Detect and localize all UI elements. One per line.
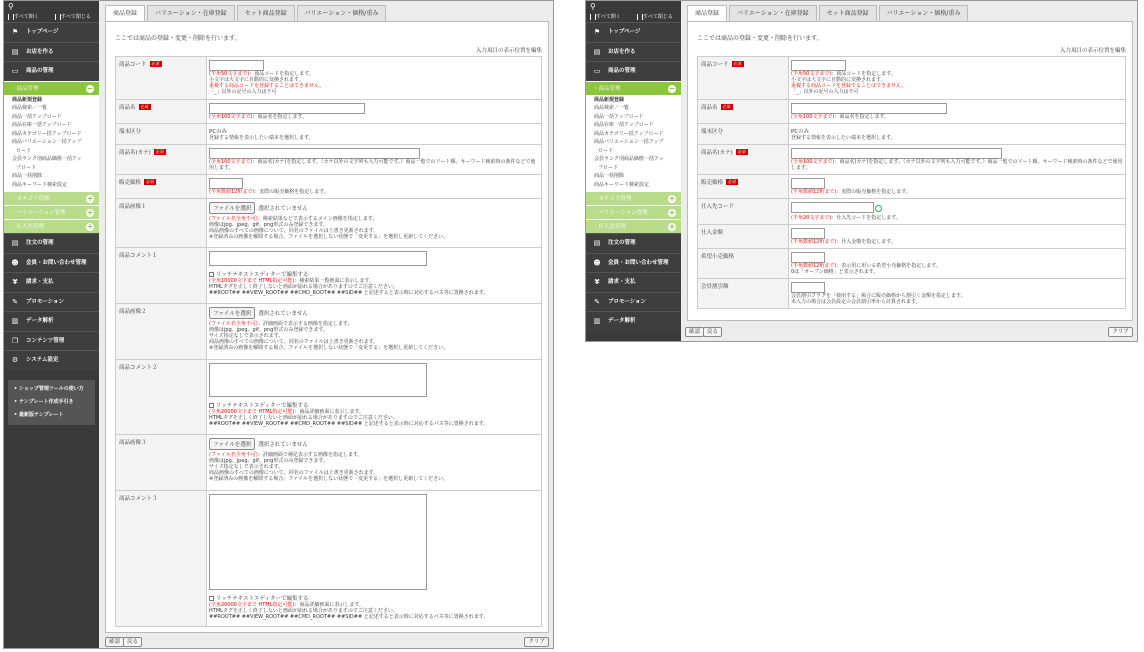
expand-icon: + (668, 222, 676, 231)
row-kana: 商品名(カナ) 必須 (全角100文字まで)：商品名(カナ)を指定します。（カナ以外の文字列も入力可能です。）商品一覧でのソート順、キーワード検索時の条件などで使用します。 (116, 145, 542, 175)
row-msrp: 希望小売価格 (半角数値12桁まで)：表示用に用いる希望小売価格を指定します。 0は「オープン価格」と表示されます。 (698, 249, 1126, 279)
menu-promo[interactable]: ✎ プロモーション (4, 292, 99, 312)
menu-member[interactable]: ☻ 会員・お問い合わせ管理 (586, 253, 681, 273)
file-select-button[interactable]: ファイルを選択 (209, 202, 255, 214)
members-icon: ☻ (11, 258, 19, 267)
file-select-button[interactable]: ファイルを選択 (209, 307, 255, 319)
expand-icon: + (86, 208, 94, 217)
menu-billing[interactable]: ¥ 請求・支払 (586, 272, 681, 292)
submenu-item[interactable]: 商品一括アップロード (594, 113, 644, 120)
submenu-item[interactable]: 商品カテゴリー括アップロード (594, 130, 664, 137)
menu-shop-make[interactable]: ▤ お店を作る (4, 42, 99, 62)
comment3-textarea[interactable] (209, 494, 427, 590)
group-category[interactable]: ・カテゴリ管理 + (4, 191, 99, 205)
submenu-item[interactable]: 商品一括削除 (594, 173, 625, 179)
supplier-code-input[interactable] (791, 202, 874, 213)
clear-button[interactable]: クリア (1108, 327, 1133, 337)
main (101, 1, 553, 648)
row-cost: 仕入金額 (半角数値12桁まで)：仕入金額を指定します。 (698, 225, 1126, 249)
shop-links (8, 380, 95, 425)
file-select-button[interactable]: ファイルを選択 (209, 438, 255, 450)
group-variation[interactable]: ・バリエーション管理 + (586, 205, 681, 219)
screen-right (585, 0, 1138, 342)
required-badge: 必須 (733, 61, 742, 66)
row-image3: 商品画像３ ファイルを選択 選択されていません (ファイル名全角不可)：詳細画面で補足表示する画像を指定します。 画像はjpg、jpeg、gif、png形式のみ登録できます。 サイズ指定なしで表示されます。 商品画像のすべての画像について、同名のファイルは上書き更新されます。 ※登録済みの画像を解除する場合、ファイルを選択しない状態で「変更する」を選択し更新してください。 (116, 435, 542, 491)
row-member-discount: 会員割引額 会員割引フラグを「使用する」場合に販売価格から割引く金額を指定します。 未入力の場合は会員設定の会員割引率から計算されます。 (698, 279, 1126, 309)
submenu-item[interactable]: ロード (598, 147, 614, 154)
flag-icon: ⚑ (593, 28, 601, 36)
group-product-mgmt[interactable]: ・商品管理 − (586, 81, 681, 95)
menu-product-mgmt[interactable]: ▭ 商品の管理 (4, 61, 99, 81)
back-button[interactable]: 戻る (123, 637, 142, 647)
tabs (105, 5, 388, 22)
submenu-item[interactable]: プロード (16, 164, 37, 171)
rich-text-toggle[interactable]: リッチテキストエディターで編集する (209, 594, 539, 602)
field-label: 商品コード (119, 62, 147, 68)
group-supplier[interactable]: ・仕入先管理 + (4, 219, 99, 233)
submenu-item[interactable]: 商品在庫一括アップロード (594, 122, 654, 128)
submenu-item[interactable]: 商品在庫一括アップロード (12, 122, 72, 128)
cost-input[interactable] (791, 228, 825, 239)
magnifier-icon[interactable] (875, 205, 882, 212)
row-comment2: 商品コメント２ リッチテキストエディターで編集する (全角20000文字まで HTML指定可能)：商品詳細画面に表示します。 HTMLタグを正しく終了しないと画面が崩れる場合がありますのでご注意ください。 ##ROOT## ##VIEW_ROOT## ##CMD_ROOT## ##SID## と記述すると表示時に対応するパス等に置換されます。 (116, 360, 542, 435)
menu-top[interactable]: ⚑ トップページ (586, 22, 681, 42)
menu-data[interactable]: ▥ データ解析 (4, 311, 99, 331)
expand-icon: + (86, 194, 94, 203)
menu-data[interactable]: ▥ データ解析 (586, 311, 681, 331)
row-comment3: 商品コメント３ リッチテキストエディターで編集する (全角20000文字まで HTML指定可能)：商品詳細画面に表示します。 HTMLタグを正しく終了しないと画面が崩れる場合がありますのでご注意ください。 ##ROOT## ##VIEW_ROOT## ##CMD_ROOT## ##SID## と記述すると表示時に対応するパス等に置換されます。 (116, 491, 542, 627)
menu-order[interactable]: ▤ 注文の管理 (586, 233, 681, 253)
msrp-input[interactable] (791, 252, 825, 263)
expand-all-button[interactable]: すべて開く (7, 13, 39, 21)
order-icon: ▤ (11, 239, 19, 247)
row-price: 販売価格 必須 (半角数値12桁まで)：実際の販売価格を指定します。 (698, 175, 1126, 199)
row-kana: 商品名(カナ) 必須 (全角100文字まで)：商品名(カナ)を指定します。（カナ以外の文字列も入力可能です。）商品一覧でのソート順、キーワード検索時の条件などで使用します。 (698, 145, 1126, 175)
confirm-button[interactable]: 確認 (685, 327, 704, 337)
box-icon: ▭ (593, 67, 601, 75)
menu-system[interactable]: ⚙ システム設定 (4, 350, 99, 370)
shop-link[interactable]: • テンプレート作成手引き (14, 398, 74, 405)
submenu-item[interactable]: 商品新規登録 (12, 96, 43, 103)
tag-icon: ✎ (12, 297, 18, 306)
billing-icon: ¥ (594, 278, 600, 286)
checkbox[interactable] (209, 596, 214, 601)
submenu-item[interactable]: 商品バリエーション一括アップ (12, 139, 82, 145)
product-form (115, 56, 542, 627)
intro-text: ここでは商品の登録・変更・削除を行います。 (115, 35, 241, 42)
required-badge: 必須 (722, 104, 731, 109)
tab-variation-price[interactable]: バリエーション・価格/重み (879, 5, 969, 22)
checkbox[interactable] (209, 403, 214, 408)
expand-icon: + (86, 222, 94, 231)
submenu-item[interactable]: 商品検索／一覧 (12, 105, 48, 111)
required-badge: 必須 (140, 104, 149, 109)
row-image1: 商品画像１ ファイルを選択 選択されていません (ファイル名全角不可)：検索結果などで表示するメイン画像を指定します。 画像はjpg、jpeg、gif、png形式のみ登録できます。 商品画像のすべての画像について、同名のファイルは上書き更新されます。 ※登録済みの画像を解除する場合、ファイルを選択しない状態で「変更する」を選択し更新してください。 (116, 199, 542, 248)
expand-icon: + (668, 194, 676, 203)
row-code: 商品コード 必須 (半角50文字まで)：商品コードを指定します。 小文字は大文字に自動的に変換されます。 重複する商品コードを登録することはできません。 「_」以外の記号の入力は不可 (116, 57, 542, 100)
submenu-item[interactable]: 会員ランク別商品価格一括アッ (594, 156, 664, 162)
submenu-item[interactable]: 商品カテゴリー括アップロード (12, 130, 82, 137)
price-input[interactable] (209, 178, 243, 189)
menu-shop-make[interactable]: ▤ お店を作る (586, 42, 681, 62)
group-supplier[interactable]: ・仕入先管理 + (586, 219, 681, 233)
group-category[interactable]: ・カテゴリ管理 + (586, 191, 681, 205)
rich-text-toggle[interactable]: リッチテキストエディターで編集する (209, 401, 539, 409)
search-icon[interactable]: ⚲ (590, 2, 596, 11)
required-badge: 必須 (151, 61, 160, 66)
required-badge: 必須 (737, 149, 746, 154)
comment1-textarea[interactable] (209, 251, 427, 266)
form-panel (105, 21, 549, 633)
submenu-item[interactable]: 商品バリエーション一括アップ (594, 139, 664, 145)
checkbox[interactable] (209, 272, 214, 277)
shop-link[interactable]: • 最新版テンプレート (14, 411, 64, 418)
tab-variation-price[interactable]: バリエーション・価格/重み (297, 5, 387, 22)
billing-icon: ¥ (12, 278, 18, 286)
row-name: 商品名 必須 (全角100文字まで)：商品名を指定します。 (698, 100, 1126, 124)
collapse-all-button[interactable]: すべて閉じる (54, 13, 91, 21)
submenu-item[interactable]: プロード (598, 164, 619, 171)
flag-icon: ⚑ (11, 28, 19, 36)
row-code: 商品コード 必須 (半角50文字まで)：商品コードを指定します。 小文字は大文字に自動的に変換されます。 重複する商品コードを登録することはできません。 「_」以外の記号の入力は不可 (698, 57, 1126, 100)
collapse-icon: − (668, 83, 676, 93)
group-variation[interactable]: ・バリエーション管理 + (4, 205, 99, 219)
search-icon[interactable]: ⚲ (8, 2, 14, 11)
screen-left (3, 0, 554, 649)
submenu-item[interactable]: 商品一括アップロード (12, 113, 62, 120)
members-icon: ☻ (593, 258, 601, 267)
product-name-input[interactable] (791, 103, 947, 114)
intro-text: ここでは商品の登録・変更・削除を行います。 (697, 35, 823, 42)
group-product-mgmt[interactable]: ・商品管理 − (4, 81, 99, 95)
submenu-item[interactable]: 商品新規登録 (594, 96, 625, 103)
menu-promo[interactable]: ✎ プロモーション (586, 292, 681, 312)
comment2-textarea[interactable] (209, 363, 427, 397)
tab-variation-stock[interactable]: バリエーション・在庫登録 (147, 5, 235, 22)
product-submenu (4, 95, 99, 192)
row-supplier-code: 仕入先コード (半角20文字まで)：仕入先コードを指定します。 (698, 199, 1126, 225)
display-setting-link[interactable]: 入力項目の表示位置を編集 (1059, 48, 1126, 54)
product-submenu (586, 95, 681, 192)
submenu-item[interactable]: ロード (16, 147, 32, 154)
expand-icon: + (668, 208, 676, 217)
submenu-item[interactable]: 商品検索／一覧 (594, 105, 630, 111)
row-comment1: 商品コメント１ リッチテキストエディターで編集する (全角10000文字まで HTML指定可能)：検索結果一覧画面に表示します。 HTMLタグを正しく終了しないと画面が崩れる場合がありますのでご注意ください。 ##ROOT## ##VIEW_ROOT## ##CMD_ROOT## ##SID## と記述すると表示時に対応するパス等に置換されます。 (116, 248, 542, 304)
row-price: 販売価格 必須 (半角数値12桁まで)：実際の販売価格を指定します。 (116, 175, 542, 199)
bar-chart-icon: ▥ (11, 317, 19, 325)
back-button[interactable]: 戻る (703, 327, 722, 337)
row-device: 端末区分 PCのみ 登録する情報を表示したい端末を選択します。 (116, 124, 542, 145)
device-value: PCのみ (209, 129, 228, 135)
expand-all-button[interactable]: すべて開く (589, 13, 621, 21)
required-badge: 必須 (728, 179, 737, 184)
product-kana-input[interactable] (791, 148, 1002, 159)
product-form (697, 56, 1126, 309)
shop-icon: ▤ (593, 47, 601, 56)
row-name: 商品名 必須 (全角100文字まで)：商品名を指定します。 (116, 100, 542, 124)
product-kana-input[interactable] (209, 148, 420, 159)
clear-button[interactable]: クリア (524, 637, 549, 647)
tag-icon: ✎ (594, 297, 600, 306)
rich-text-toggle[interactable]: リッチテキストエディターで編集する (209, 270, 539, 278)
tabs (687, 5, 970, 22)
tab-product[interactable]: 商品登録 (687, 5, 727, 22)
collapse-all-button[interactable]: すべて閉じる (636, 13, 673, 21)
row-device: 端末区分 PCのみ 登録する情報を表示したい端末を選択します。 (698, 124, 1126, 145)
submenu-item[interactable]: 商品一括削除 (12, 173, 43, 179)
shop-link[interactable]: • ショップ管理ツールの使い方 (14, 385, 84, 392)
product-code-input[interactable] (791, 60, 846, 71)
product-name-input[interactable] (209, 103, 365, 114)
collapse-icon: − (86, 83, 94, 93)
gear-icon: ⚙ (11, 356, 19, 364)
confirm-button[interactable]: 確認 (105, 637, 124, 647)
product-code-input[interactable] (209, 60, 264, 71)
tab-product[interactable]: 商品登録 (105, 5, 145, 22)
submenu-item[interactable]: 会員ランク別商品価格一括アッ (12, 156, 82, 162)
required-badge: 必須 (155, 149, 164, 154)
menu-member[interactable]: ☻ 会員・お問い合わせ管理 (4, 253, 99, 273)
form-panel (687, 21, 1133, 321)
menu-contents[interactable]: ❐ コンテンツ管理 (4, 331, 99, 351)
shop-icon: ▤ (11, 47, 19, 56)
display-setting-link[interactable]: 入力項目の表示位置を編集 (475, 48, 542, 54)
device-value: PCのみ (791, 129, 810, 135)
tab-set-product[interactable]: セット商品登録 (819, 5, 877, 22)
price-input[interactable] (791, 178, 825, 189)
tab-set-product[interactable]: セット商品登録 (237, 5, 295, 22)
sidebar (586, 1, 681, 341)
tab-variation-stock[interactable]: バリエーション・在庫登録 (729, 5, 817, 22)
main (683, 1, 1137, 341)
order-icon: ▤ (593, 239, 601, 247)
menu-product-mgmt[interactable]: ▭ 商品の管理 (586, 61, 681, 81)
row-image2: 商品画像２ ファイルを選択 選択されていません (ファイル名全角不可)：詳細画面で表示する画像を指定します。 画像はjpg、jpeg、gif、png形式のみ登録できます。 サイズ指定なしで表示されます。 商品画像のすべての画像について、同名のファイルは上書き更新されます。 ※登録済みの画像を解除する場合、ファイルを選択しない状態で「変更する」を選択し更新してください。 (116, 304, 542, 360)
menu-order[interactable]: ▤ 注文の管理 (4, 233, 99, 253)
member-discount-input[interactable] (791, 282, 825, 293)
submenu-item[interactable]: 商品キーワード検索設定 (12, 181, 68, 188)
bar-chart-icon: ▥ (593, 317, 601, 325)
box-icon: ▭ (11, 67, 19, 75)
menu-top[interactable]: ⚑ トップページ (4, 22, 99, 42)
submenu-item[interactable]: 商品キーワード検索設定 (594, 181, 650, 188)
contents-icon: ❐ (11, 336, 19, 345)
required-badge: 必須 (146, 179, 155, 184)
sidebar (4, 1, 99, 648)
menu-billing[interactable]: ¥ 請求・支払 (4, 272, 99, 292)
